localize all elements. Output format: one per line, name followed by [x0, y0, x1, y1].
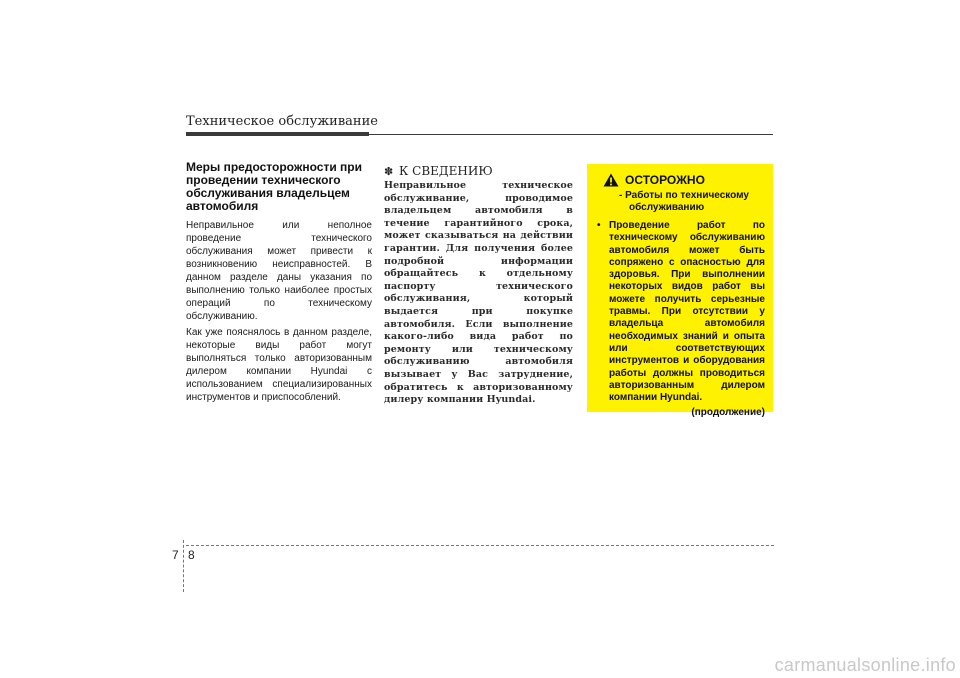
notice-heading: [384, 164, 573, 178]
notice-star-icon: ✽: [384, 165, 394, 178]
warning-continued-label: (продолжение): [691, 407, 765, 419]
chapter-number: 7: [172, 548, 179, 562]
notice-column: [384, 164, 573, 407]
warning-subtitle-line-2: обслуживанию: [629, 202, 705, 213]
warning-subtitle: [619, 190, 765, 214]
section-header-title: Техническое обслуживание: [186, 114, 378, 129]
warning-title: ОСТОРОЖНО: [625, 173, 705, 187]
notice-text: Неправильное техническое обслуживание, проводимое владельцем автомобиля в течение гарантийного срока, может сказываться на действии гарантии. Для получения более подробной информации обращайтесь к отдельному паспорту технического обслуживания, который выдается при покупке автомобиля. Если выполнение какого-либо вида работ по ремонту или техническому обслуживанию автомобиля вызывает у Вас затруднение, обратитесь к авторизованному дилеру компании Hyundai.: [384, 180, 573, 406]
header-rule-thick: [186, 132, 369, 136]
warning-subtitle-line-1: - Работы по техническому: [619, 190, 749, 201]
footer-dashed-divider: [183, 540, 184, 592]
header-rule-thin: [369, 134, 773, 135]
warning-box: [587, 164, 773, 419]
precautions-paragraph-1: Неправильное или неполное проведение технического обслуживания может привести к возникновению неисправностей. В данном разделе даны указания по выполнению только наиболее простых операций по техническому обслуживанию.: [186, 220, 372, 322]
precautions-column: [186, 161, 372, 407]
notice-heading-text: К СВЕДЕНИЮ: [399, 164, 493, 178]
warning-triangle-icon: [603, 173, 619, 187]
precautions-heading: Меры предосторожности при проведении технического обслуживания владельцем автомобиля: [186, 160, 362, 213]
watermark: carmanualsonline.info: [774, 655, 956, 675]
warning-bullet-item: [597, 220, 765, 404]
footer-dashed-rule: [186, 545, 774, 546]
page-number: 8: [188, 548, 195, 562]
bullet-icon: •: [597, 220, 601, 231]
warning-bullet-text: Проведение работ по техническому обслуживанию автомобиля может быть сопряжено с опасностью для здоровья. При выполнении некоторых видов работ вы можете получить серьезные травмы. При отсутствии у владельца автомобиля необходимых знаний и опыта или соответствующих инструментов и оборудования работы должны проводиться авторизованным дилером компании Hyundai.: [609, 220, 765, 404]
precautions-paragraph-2: Как уже пояснялось в данном разделе, некоторые виды работ могут выполняться только авторизованным дилером компании Hyundai с использованием специализированных инструментов и приспособлений.: [186, 327, 372, 403]
warning-header: [603, 172, 765, 188]
